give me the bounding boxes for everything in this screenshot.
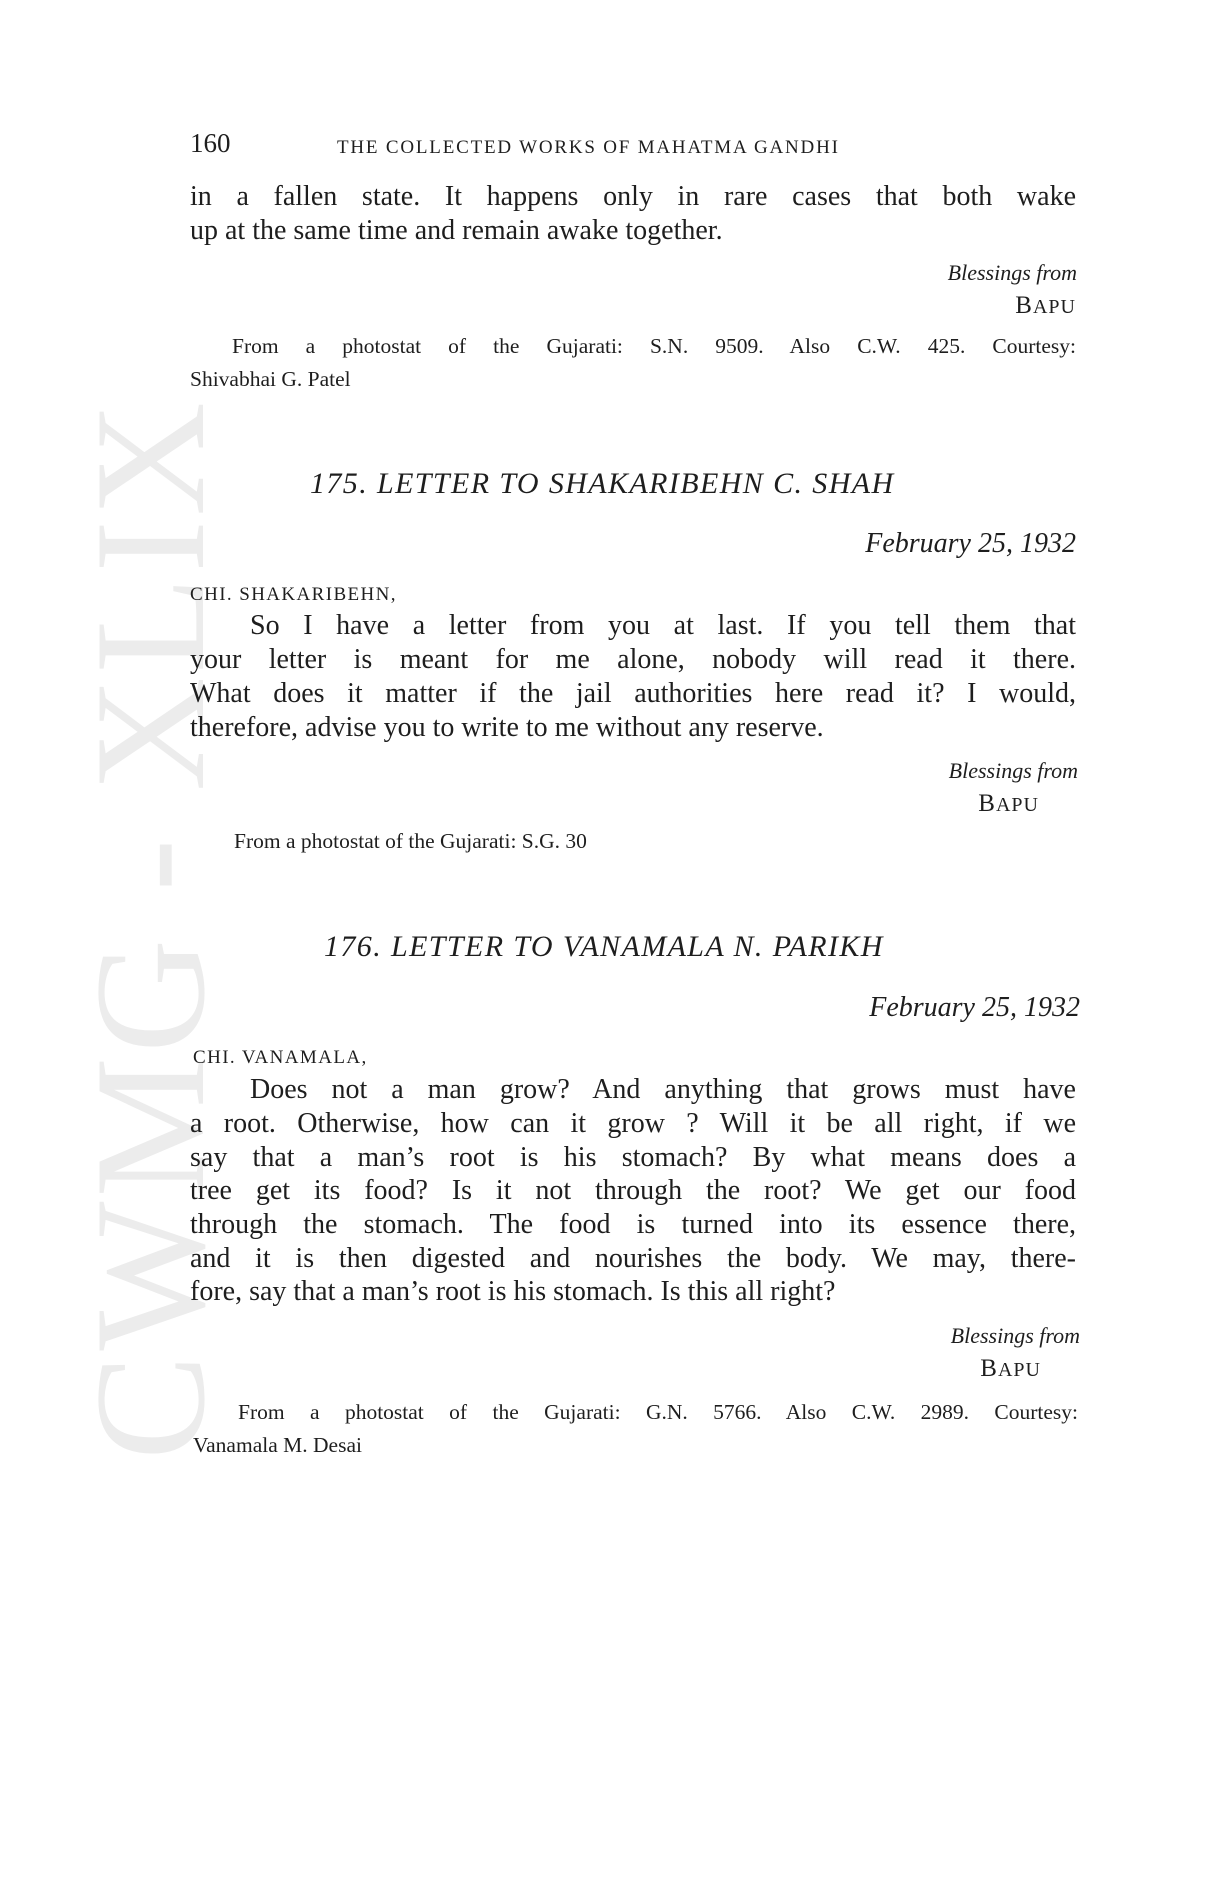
blessings-label: Blessings from bbox=[947, 260, 1077, 285]
letter-heading: 176. LETTER TO VANAMALA N. PARIKH bbox=[324, 930, 884, 963]
body-line: fore, say that a man’s root is his stomach. Is this all right? bbox=[190, 1276, 836, 1307]
body-line: your letter is meant for me alone, nobody will read it there. bbox=[190, 644, 1076, 675]
body-line: therefore, advise you to write to me without any reserve. bbox=[190, 712, 824, 743]
source-note: From a photostat of the Gujarati: S.G. 30 bbox=[234, 829, 587, 853]
page-number: 160 bbox=[190, 128, 231, 158]
running-head: THE COLLECTED WORKS OF MAHATMA GANDHI bbox=[337, 137, 840, 158]
letter-heading: 175. LETTER TO SHAKARIBEHN C. SHAH bbox=[310, 467, 895, 500]
salutation: CHI. SHAKARIBEHN, bbox=[190, 584, 397, 605]
letter-date: February 25, 1932 bbox=[865, 528, 1076, 559]
signature-bapu: BAPU bbox=[978, 790, 1039, 817]
body-line: and it is then digested and nourishes the body. We may, there- bbox=[190, 1243, 1076, 1274]
body-line: up at the same time and remain awake together. bbox=[190, 215, 723, 246]
body-line: say that a man’s root is his stomach? By what means does a bbox=[190, 1142, 1076, 1173]
source-note: From a photostat of the Gujarati: G.N. 5766. Also C.W. 2989. Courtesy: bbox=[238, 1400, 1078, 1424]
source-note: Shivabhai G. Patel bbox=[190, 367, 351, 391]
body-line: tree get its food? Is it not through the root? We get our food bbox=[190, 1175, 1076, 1206]
cwmg-watermark: CWMG - XLIX bbox=[63, 397, 238, 1460]
blessings-label: Blessings from bbox=[950, 1323, 1080, 1348]
signature-bapu: BAPU bbox=[980, 1355, 1041, 1382]
letter-date: February 25, 1932 bbox=[869, 992, 1080, 1023]
body-line: through the stomach. The food is turned into its essence there, bbox=[190, 1209, 1076, 1240]
salutation: CHI. VANAMALA, bbox=[193, 1047, 368, 1068]
body-line: a root. Otherwise, how can it grow ? Will it be all right, if we bbox=[190, 1108, 1076, 1139]
body-line: Does not a man grow? And anything that grows must have bbox=[250, 1074, 1076, 1105]
body-line: So I have a letter from you at last. If you tell them that bbox=[250, 610, 1076, 641]
source-note: From a photostat of the Gujarati: S.N. 9509. Also C.W. 425. Courtesy: bbox=[232, 334, 1076, 358]
body-line: in a fallen state. It happens only in rare cases that both wake bbox=[190, 181, 1076, 212]
signature-bapu: BAPU bbox=[1015, 292, 1076, 319]
blessings-label: Blessings from bbox=[948, 758, 1078, 783]
source-note: Vanamala M. Desai bbox=[193, 1433, 362, 1457]
body-line: What does it matter if the jail authorities here read it? I would, bbox=[190, 678, 1076, 709]
